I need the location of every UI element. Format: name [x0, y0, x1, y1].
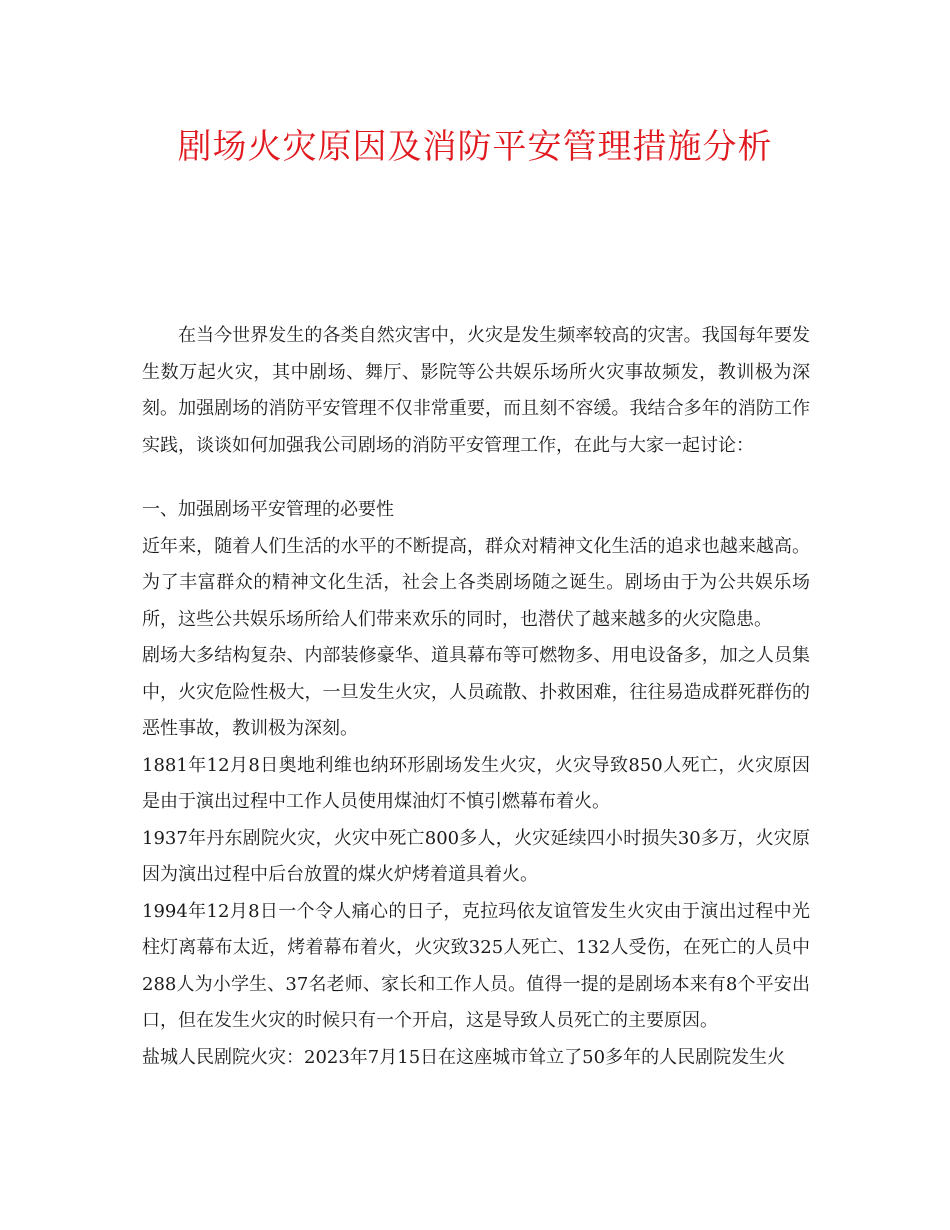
section-heading: 一、加强剧场平安管理的必要性 — [142, 499, 394, 520]
document-title: 剧场火灾原因及消防平安管理措施分析 — [177, 127, 773, 167]
section-necessity — [142, 492, 810, 1076]
intro-paragraph: 在当今世界发生的各类自然灾害中，火灾是发生频率较高的灾害。我国每年要发生数万起火灾，其中剧场、舞厅、影院等公共娱乐场所火灾事故频发，教训极为深刻。加强剧场的消防平安管理不仅非常重要，而且刻不容缓。我结合多年的消防工作实践，谈谈如何加强我公司剧场的消防平安管理工作，在此与大家一起讨论： — [142, 325, 810, 456]
body-paragraph: 1937年丹东剧院火灾，火灾中死亡800多人，火灾延续四小时损失30多万，火灾原因为演出过程中后台放置的煤火炉烤着道具着火。 — [142, 827, 810, 885]
body-paragraph: 近年来，随着人们生活的水平的不断提高，群众对精神文化生活的追求也越来越高。为了丰富群众的精神文化生活，社会上各类剧场随之诞生。剧场由于为公共娱乐场所，这些公共娱乐场所给人们带来欢乐的同时，也潜伏了越来越多的火灾隐患。 — [142, 535, 810, 630]
body-paragraph: 1881年12月8日奥地利维也纳环形剧场发生火灾，火灾导致850人死亡，火灾原因是由于演出过程中工作人员使用煤油灯不慎引燃幕布着火。 — [142, 754, 810, 812]
body-paragraph: 1994年12月8日一个令人痛心的日子，克拉玛依友谊管发生火灾由于演出过程中光柱灯离幕布太近，烤着幕布着火，火灾致325人死亡、132人受伤，在死亡的人员中288人为小学生、37名老师、家长和工作人员。值得一提的是剧场本来有8个平安出口，但在发生火灾的时候只有一个开启，这是导致人员死亡的主要原因。 — [142, 900, 810, 1031]
body-paragraph: 盐城人民剧院火灾：2023年7月15日在这座城市耸立了50多年的人民剧院发生火 — [142, 1046, 786, 1068]
document-body — [142, 318, 810, 1076]
body-paragraph: 剧场大多结构复杂、内部装修豪华、道具幕布等可燃物多、用电设备多，加之人员集中，火灾危险性极大，一旦发生火灾，人员疏散、扑救困难，往往易造成群死群伤的恶性事故，教训极为深刻。 — [142, 645, 810, 739]
